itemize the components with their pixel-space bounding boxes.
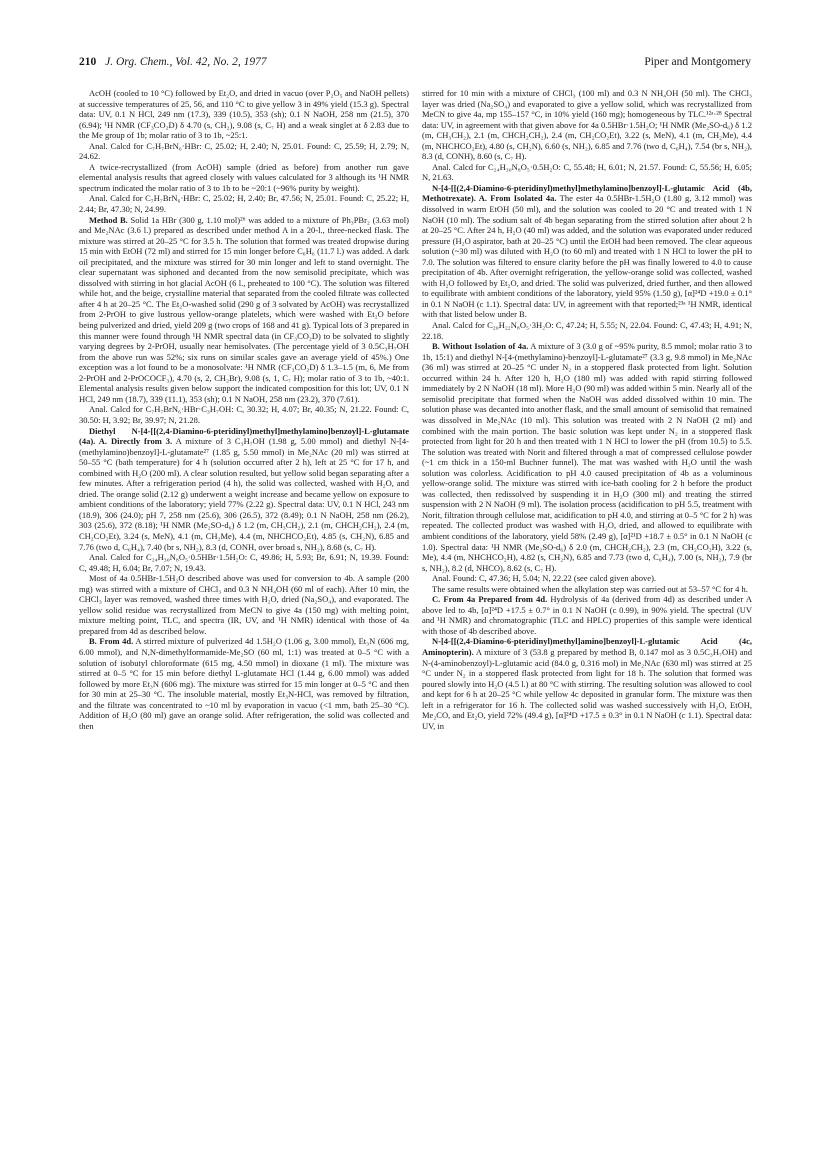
page-header: [79, 56, 751, 72]
paragraph-heading: N-[4-[[(2,4-Diamino-6-pteridinyl)methyl]methylamino]benzoyl]-L-glutamic Acid (4b, Methotrexate). A. From Isolated 4a.: [422, 182, 752, 204]
paragraph: [79, 88, 409, 141]
paragraph: [422, 162, 752, 183]
paragraph-text: A mixture of 3 (3.0 g of ~95% purity, 8.5 mmol; molar ratio 3 to 1b, 15:1) and diethyl N-[4-(methylamino)-benzoyl]-L-glutamate²⁷ (3.3 g, 9.8 mmol) in Me₂NAc (36 ml) was stirred at 20–25 °C under N₂ in a stoppered flask protected from light. Solution occurred within 24 h. After 120 h, H₂O (180 ml) was added with rapid stirring followed immediately by 2 N NaOH (18 ml). More H₂O (90 ml) was added within 5 min. Nearly all of the semisolid precipitate that formed when the NaOH was added dissolved within 10 min. The solution phase was decanted into another flask, and the small amount of semisolid that remained was dissolved in Me₂NAc (10 ml). This solution was treated with 2 N NaOH (2 ml) and combined with the main portion. The basic solution was kept under N₂ in a stoppered flask protected from light for 20 h and then treated with 1 N HCl to lower the pH (from 10.5) to 5.5. The solution was treated with Norit and filtered through a mat of compressed cellulose powder (~1 cm thick in a 150-ml Buchner funnel). The mat was washed with H₂O until the wash solution was colorless. Acidification to pH 4.0 caused precipitation of 4b as a voluminous yellow-orange solid. The mixture was stirred with ice-bath cooling for 2 h before the product was collected, then redissolved by suspending it in H₂O (300 ml) and treating the stirred suspension with 2 N NaOH (9 ml). The isolation process (acidification to pH 5.5, treatment with Norit, filtration through cellulose mat, acidification to pH 4.0, and stirring at 0–5 °C for 2 h) was repeated. The collected product was washed with H₂O, dried, and allowed to equilibrate with ambient conditions of the laboratory, yield 58% (2.49 g), [α]²¹D +18.7 ± 0.5° in 0.1 N NaOH (c 1.0). Spectral data: ¹H NMR (Me₂SO-d₆) δ 2.0 (m, CHCH₂CH₂), 2.3 (m, CH₂CO₂H), 3.22 (s, Me), 4.4 (m, NHCHCO₂H), 4.82 (s, CH₂N), 6.85 and 7.73 (two d, C₆H₄), 7.00 (s, NH₂), 7.9 (br s, NH₂), 8.2 (d, NHCO), 8.62 (s, C₇ H).: [422, 341, 752, 573]
paragraph-heading: C. From 4a Prepared from 4d.: [432, 594, 548, 605]
paragraph-text: Hydrolysis of 4a (derived from 4d) as described under A above led to 4b, [α]²⁴D +17.5 ± 0.7° in 0.1 N NaOH (c 0.99), in 90% yield. The spectral (UV and ¹H NMR) and chromatographic (TLC and HPLC) properties of this sample were identical with those of 4b described above.: [422, 594, 752, 636]
paragraph: [422, 183, 752, 320]
paragraph-text: The same results were obtained when the alkylation step was carried out at 53–57 °C for 4 h.: [432, 583, 748, 594]
paragraph-text: Anal. Calcd for C₂₄H₃₀N₈O₅·0.5HBr·1.5H₂O: C, 49.86; H, 5.93; Br, 6.91; N, 19.39. Found: C, 49.48; H, 6.04; Br, 7.07; N, 19.43.: [79, 552, 409, 573]
paragraph-text: Anal. Calcd for C₇H₇BrN₆·HBr·C₃H₇OH: C, 30.32; H, 4.07; Br, 40.35; N, 21.22. Found: C, 30.50: H, 3.92; Br, 39.97; N, 21.28.: [79, 404, 409, 425]
paragraph: [422, 320, 752, 341]
paragraph-heading: Diethyl N-[4-[[(2,4-Diamino-6-pteridinyl)methyl]methylamino]benzoyl]-L-glutamate (4a). A. Directly from 3.: [79, 425, 409, 447]
paragraph-heading: B. From 4d.: [89, 636, 134, 647]
paragraph-text: A mixture of 3 (53.8 g prepared by method B, 0.147 mol as 3 0.5C₃H₇OH) and N-(4-aminobenzoyl)-L-glutamic acid (84.0 g, 0.316 mol) in Me₂NAc (630 ml) was stirred at 25 °C under N₂ in a stoppered flask protected from light for 18 h. The solution that formed was poured slowly into H₂O (4.5 l.) at 80 °C with stirring. The resulting solution was allowed to cool and kept for 6 h at 20–25 °C while yellow 4c deposited in granular form. The mixture was then left in a refrigerator for 16 h. The collected solid was washed successively with H₂O, EtOH, Me₂CO, and Et₂O, yield 72% (49.4 g), [α]²⁴D +17.5 ± 0.3° in 0.1 N NaOH (c 1.1). Spectral data: UV, in: [422, 646, 752, 731]
paragraph: [422, 594, 752, 636]
paragraph: [422, 88, 752, 162]
journal-citation: J. Org. Chem., Vol. 42, No. 2, 1977: [105, 56, 267, 68]
paragraph-heading: N-[4-[[(2,4-Diamino-6-pteridinyl)methyl]amino]benzoyl]-L-glutamic Acid (4c, Aminopterin).: [422, 636, 752, 657]
paragraph: [79, 404, 409, 425]
page-number: 210: [79, 56, 97, 68]
paragraph-text: AcOH (cooled to 10 °C) followed by Et₂O, and dried in vacuo (over P₂O₅ and NaOH pellets) at successive temperatures of 25, 56, and 110 °C to give yellow 3 in 49% yield (15.3 g). Spectral data: UV, 0.1 N HCl, 249 nm (17.3), 339 (10.5), 353 (sh); 0.1 N NaOH, 258 nm (21.5), 370 (6.94); ¹H NMR (CF₃CO₂D) δ 4.70 (s, CH₂), 9.08 (s, C₇ H) and a weak singlet at δ 2.83 due to the Me group of 1b; molar ratio of 3 to 1b, ~25:1.: [79, 88, 409, 141]
paragraph: [79, 636, 409, 731]
paragraph: [422, 636, 752, 731]
paragraph: [79, 426, 409, 553]
paragraph-text: A twice-recrystallized (from AcOH) sample (dried as before) from another run gave elemental analysis results that agreed closely with values calculated for 3 although its ¹H NMR spectrum indicated the molar ratio of 3 to 1b to be ~20:1 (~96% purity by weight).: [79, 161, 409, 193]
paragraph: [79, 573, 409, 636]
paragraph-text: A mixture of 3 C₃H₇OH (1.98 g, 5.00 mmol) and diethyl N-[4-(methylamino)benzoyl]-L-glutamate²⁷ (1.85 g, 5.50 mmol) in Me₂NAc (20 ml) was stirred at 50–55 °C (bath temperature) for 4 h (solution occurred after 2 h), left at 25 °C for 17 h, and combined with H₂O (200 ml). A clear solution resulted, but yellow solid began separating after a few minutes. After a refrigeration period (4 h), the solid was collected, washed with H₂O, and dried. The orange solid (2.12 g) underwent a weight increase and became yellow on exposure to ambient conditions of the laboratory; yield 77% (2.22 g). Spectral data: UV, 0.1 N HCl, 243 nm (18.9), 306 (24.0); pH 7, 258 nm (25.6), 306 (26.5), 372 (8.49); 0.1 N NaOH, 258 nm (26.2), 303 (25.6), 372 (8.18); ¹H NMR (Me₂SO-d₆) δ 1.2 (m, CH₃CH₂), 2.1 (m, CHCH₂CH₂), 2.4 (m, CH₂CO₂Et), 3.24 (s, MeN), 4.1 (m, CH₂Me), 4.4 (m, NHCHCO₂Et), 4.85 (s, CH₂N), 6.85 and 7.76 (two d, C₆H₄), 7.40 (br s, NH₂), 8.3 (d, CONH, over broad s, NH₂), 8.68 (s, C₇ H).: [79, 436, 409, 552]
paragraph-text: A stirred mixture of pulverized 4d 1.5H₂O (1.06 g, 3.00 mmol), Et₃N (606 mg, 6.00 mmol), and N,N-dimethylformamide-Me₂SO (60 ml, 1:1) was treated at 0–5 °C with a solution of isobutyl chloroformate (615 mg, 4.50 mmol) in dioxane (1 ml). The mixture was stirred at 0–5 °C for 15 min before diethyl L-glutamate HCl (1.44 g, 6.00 mmol) was added followed by more Et₃N (606 mg). The mixture was stirred for 15 min longer at 0–5 °C and then for 30 min at 25–30 °C. The insoluble material, mostly Et₃N-HCl, was removed by filtration, and the filtrate was concentrated to ~10 ml by evaporation in vacuo (<1 mm, bath 25–30 °C). Addition of H₂O (80 ml) gave an orange solid. After refrigeration, the solid was collected and then: [79, 636, 409, 731]
paragraph-text: Solid 1a HBr (300 g, 1.10 mol)²⁶ was added to a mixture of Ph₃PBr₂ (3.63 mol) and Me₂NAc (3.6 l.) prepared as described under method A in a 20-l., three-necked flask. The mixture was stirred at 20–25 °C for 3.5 h. The solution that formed was treated dropwise during 15 min with EtOH (72 ml) and stirred for 15 min longer before C₆H₆ (11.7 l.) was added. A dark oil precipitated, and the mixture was stirred for 30 min longer and left to stand overnight. The clear supernatant was siphoned and decanted from the now semisolid precipitate, which was dissolved with stirring in hot glacial AcOH (6 l., preheated to 100 °C). The solution was filtered while hot, and the beige, crystalline material that separated from the cooled filtrate was collected after 4 h at 20–25 °C. The Et₂O-washed solid (290 g of 3 solvated by AcOH) was recrystallized from 2-PrOH to give lustrous yellow-orange platelets, which were washed with Et₂O before being pulverized and dried, yield 209 g (two crops of 168 and 41 g). Typical lots of 3 prepared in this manner were found through ¹H NMR spectral data (in CF₃CO₂D) to be solvated to slightly varying degrees by 2-PrOH, usually near hemisolvates. (The percentage yield of 3 0.5C₃H₇OH from the above run was 52%; six runs on similar scales gave an average yield of 45%.) One exception was a lot found to be a monosolvate: ¹H NMR (CF₃CO₂D) δ 1.3–1.5 (m, 6, Me from 2-PrOH and 2-PrOCOCF₃), 4.70 (s, 2, CH₂Br), 9.08 (s, 1, C₇ H); molar ratio of 3 to 1b, ~40:1. Elemental analysis results given below support the indicated composition for this lot; UV, 0.1 N HCl, 249 nm (18.7), 339 (11.1), 353 (sh); 0.1 N NaOH, 258 nm (23.2), 370 (7.61).: [79, 214, 409, 404]
paragraph: [79, 552, 409, 573]
paragraph-text: Most of 4a 0.5HBr-1.5H₂O described above was used for conversion to 4b. A sample (200 mg) was stirred with a mixture of CHCl₃ and 0.3 N NH₄OH (60 ml of each). After 10 min, the CHCl₃ layer was removed, washed three times with H₂O, dried (Na₂SO₄), and evaporated. The yellow solid residue was recrystallized from MeCN to give 4a (150 mg) with melting point, mixture melting point, TLC, and spectra (IR, UV, and ¹H NMR) identical with those of 4a prepared from 4d as described below.: [79, 573, 409, 636]
paragraph: [79, 215, 409, 405]
paragraph-text: stirred for 10 min with a mixture of CHCl₃ (100 ml) and 0.3 N NH₄OH (50 ml). The CHCl₃ layer was dried (Na₂SO₄) and evaporated to give a yellow solid, which was recrystallized from MeCN to give 4a, mp 155–157 °C, in 10% yield (160 mg); homogeneous by TLC.¹²ᵃ·²⁸ Spectral data: UV, in agreement with that given above for 4a 0.5HBr·1.5H₂O; ¹H NMR (Me₂SO-d₆) δ 1.2 (m, CH₃CH₂), 2.1 (m, CHCH₂CH₂), 2.4 (m, CH₂CO₂Et), 3.22 (s, MeN), 4.1 (m, CH₂Me), 4.4 (m, NHCHCO₂Et), 4.80 (s, CH₂N), 6.60 (s, NH₂), 6.85 and 7.76 (two d, C₆H₄), 7.54 (br s, NH₂), 8.3 (d, CONH), 8.60 (s, C₇ H).: [422, 88, 752, 162]
paragraph: [422, 341, 752, 573]
paragraph-text: Anal. Calcd for C₂₄H₃₀N₈O₅·0.5H₂O: C, 55.48; H, 6.01; N, 21.57. Found: C, 55.56; H, 6.05; N, 21.63.: [422, 161, 752, 183]
paragraph: [79, 193, 409, 214]
paragraph-text: Anal. Found: C, 47.36; H, 5.04; N, 22.22 (see calcd given above).: [432, 573, 657, 584]
paragraph: [422, 573, 752, 584]
paragraph-text: The ester 4a 0.5HBr-1.5H₂O (1.80 g, 3.12 mmol) was dissolved in warm EtOH (50 ml), and the solution was cooled to 20 °C and treated with 1 N NaOH (10 ml). The sodium salt of 4b began separating from the stirred solution after about 2 h at 20–25 °C. After 24 h, H₂O (40 ml) was added, and the solution was evaporated under reduced pressure (H₂O aspirator, bath at 20–25 °C) until the EtOH had been removed. The clear aqueous solution (~30 ml) was diluted with H₂O (to 60 ml) and treated with 1 N HCl to lower the pH to 7.0. The solution was filtered to ensure clarity before the pH was finally lowered to 4.0 to cause precipitation of 4b. After overnight refrigeration, the yellow-orange solid was collected, washed with H₂O followed by Et₂O, and dried. The solid was pulverized, dried further, and then allowed to equilibrate with ambient conditions of the laboratory, yield 95% (1.50 g), [α]²⁴D +19.0 ± 0.1° in 0.1 N NaOH (c 1.1). Spectral data: UV, in agreement with that reported;²³ᵃ ¹H NMR, identical with that listed below under B.: [422, 193, 752, 320]
paragraph-heading: B. Without Isolation of 4a.: [432, 341, 529, 352]
running-authors: Piper and Montgomery: [644, 56, 751, 68]
paragraph: [79, 162, 409, 194]
paragraph: [79, 141, 409, 162]
right-column: [422, 88, 752, 1148]
paragraph-text: Anal. Calcd for C₇H₇BrN₆·HBr: C, 25.02; H, 2.40; N, 25.01. Found: C, 25.59; H, 2.79; N, 24.62.: [79, 140, 409, 162]
left-column: [79, 88, 409, 1148]
paragraph-text: Anal. Calcd for C₂₀H₂₂N₈O₅·3H₂O: C, 47.24; H, 5.55; N, 22.04. Found: C, 47.43; H, 4.91; N, 22.18.: [422, 320, 752, 341]
paragraph-text: Anal. Calcd for C₇H₇BrN₆·HBr: C, 25.02; H, 2.40; Br, 47.56; N, 25.01. Found: C, 25.22; H, 2.44; Br, 47.30; N, 24.99.: [79, 193, 409, 215]
paragraph: [422, 584, 752, 595]
paragraph-heading: Method B.: [89, 214, 128, 225]
